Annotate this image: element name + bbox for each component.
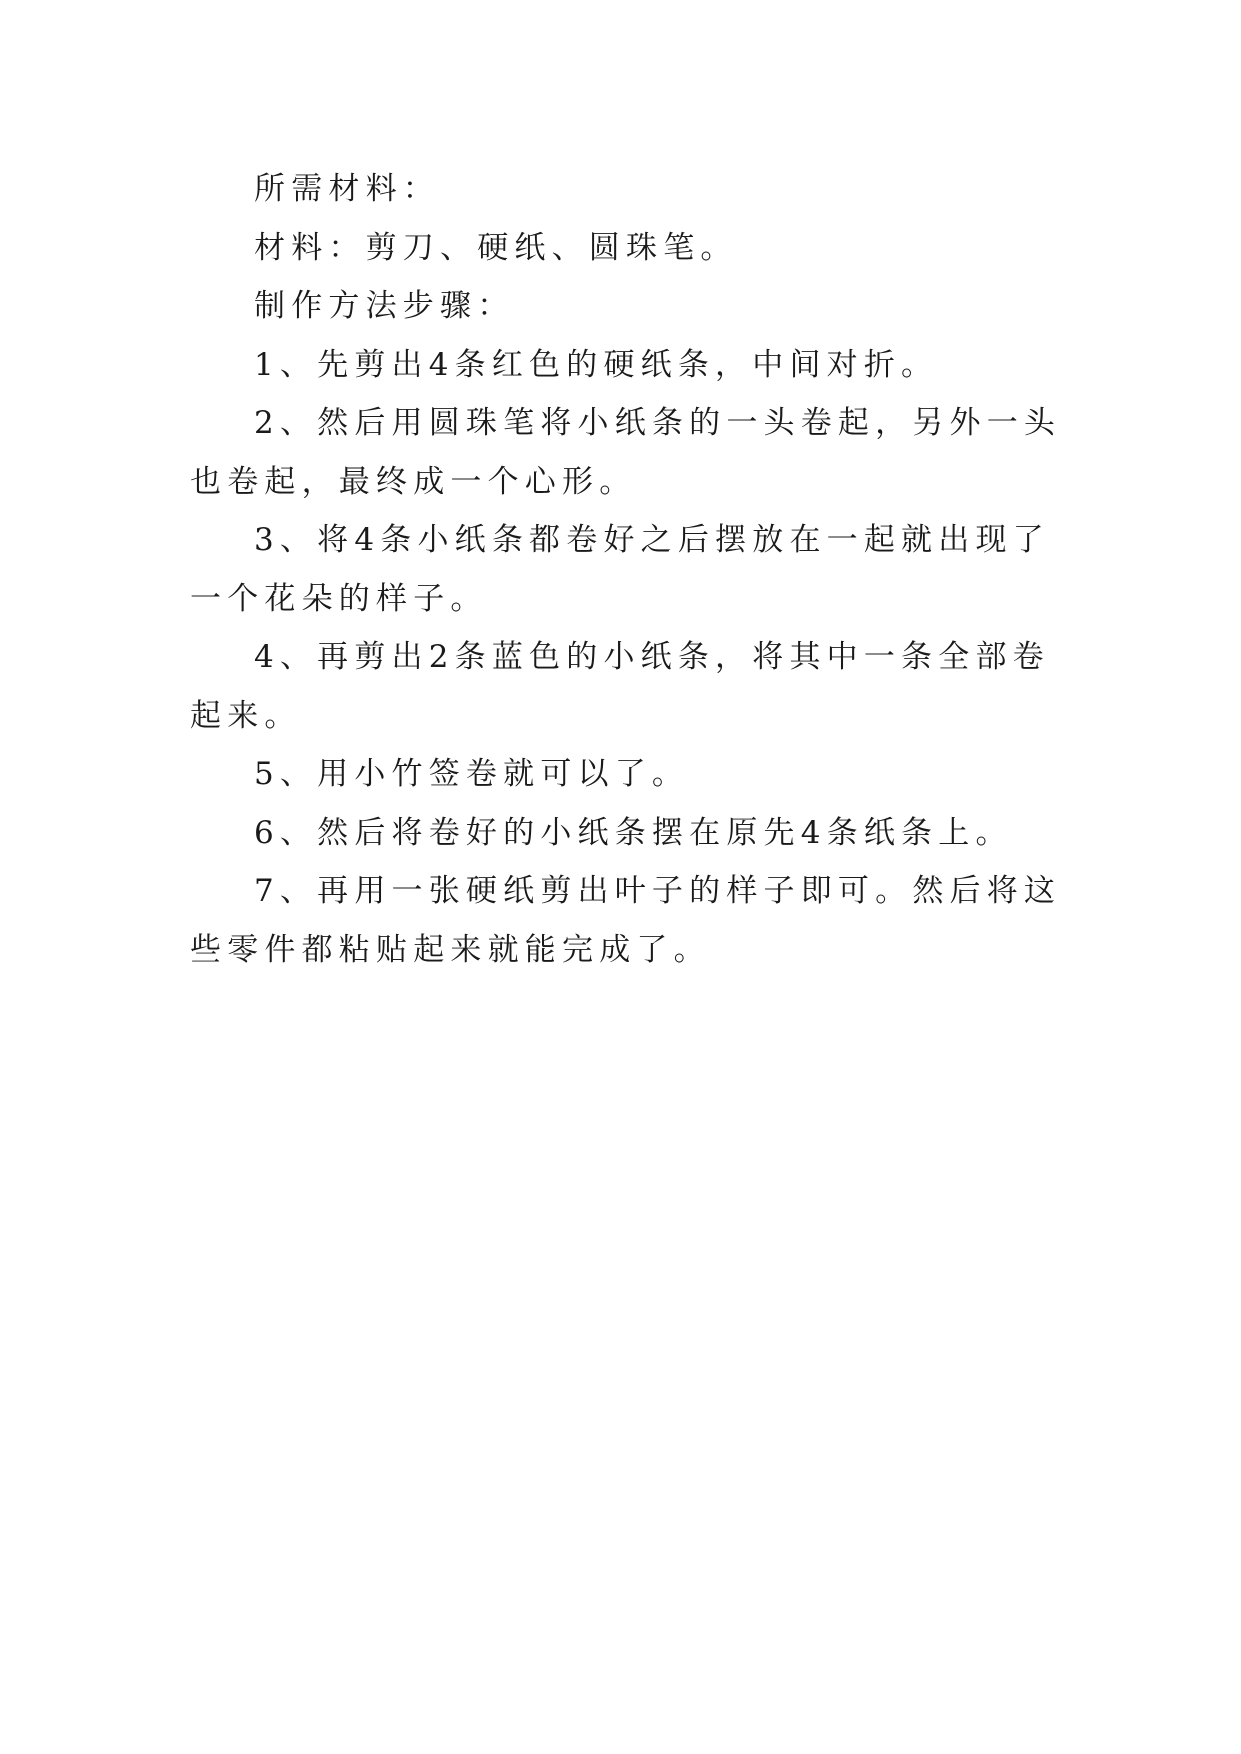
step-1: 1、先剪出4条红色的硬纸条，中间对折。: [254, 346, 939, 383]
document-body: [190, 160, 1070, 979]
step-6: 6、然后将卷好的小纸条摆在原先4条纸条上。: [254, 814, 1013, 851]
step-3: 3、将4条小纸条都卷好之后摆放在一起就出现了一个花朵的样子。: [190, 522, 1050, 617]
step-5: 5、用小竹签卷就可以了。: [254, 756, 690, 792]
steps-heading: 制作方法步骤：: [254, 288, 515, 324]
materials-heading: 所需材料：: [254, 171, 440, 207]
materials-list: 材料：剪刀、硬纸、圆珠笔。: [254, 229, 738, 266]
step-2: 2、然后用圆珠笔将小纸条的一头卷起，另外一头也卷起，最终成一个心形。: [190, 405, 1062, 500]
step-7: 7、再用一张硬纸剪出叶子的样子即可。然后将这些零件都粘贴起来就能完成了。: [190, 873, 1062, 968]
step-4: 4、再剪出2条蓝色的小纸条，将其中一条全部卷起来。: [190, 639, 1050, 734]
